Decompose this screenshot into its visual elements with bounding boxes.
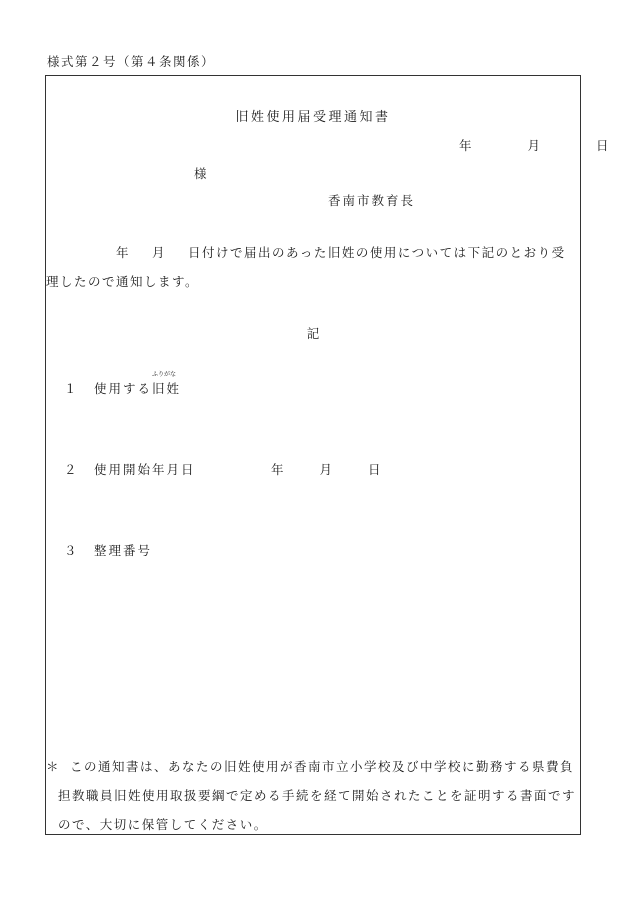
item-reference-number [64,541,152,559]
item-old-surname [64,371,182,397]
issue-date-month: 月 [527,138,541,153]
footnote-mark: ＊ [46,759,61,774]
issue-date-day: 日 [596,138,609,153]
furigana-ruby: ふりがな [152,371,177,378]
body-year: 年 [116,245,131,260]
ki-heading: 記 [306,326,320,341]
footnote-line2: 担教職員旧姓使用取扱要綱で定める手続を経て開始されたことを証明する書面です [58,788,577,803]
start-date-day: 日 [368,462,381,477]
notice-body [46,238,582,296]
item-label-ruby-base: 旧姓 [152,381,182,396]
start-date-month: 月 [319,462,333,477]
document-title: 旧姓使用届受理通知書 [235,110,391,125]
form-number: 様式第２号（第４条関係） [47,54,216,69]
body-line1: 日付けで届出のあった旧姓の使用については下記のとおり受 [188,245,566,260]
item-label: 整理番号 [93,543,152,558]
addressee-suffix: 様 [194,166,207,181]
item-label: 使用する [93,381,152,396]
item-start-date [64,460,196,478]
item-number: ３ [64,543,79,558]
item-start-date-value [271,460,381,478]
item-number: １ [64,381,79,396]
footnote-line1: この通知書は、あなたの旧姓使用が香南市立小学校及び中学校に勤務する県費負 [70,759,575,774]
body-line2: 理したので通知します。 [46,274,200,289]
issuer-name: 香南市教育長 [328,193,416,208]
body-month: 月 [152,245,167,260]
issue-date-year: 年 [459,138,472,153]
notice-frame [45,75,609,835]
footnote-line3: ので、大切に保管してください。 [58,817,268,832]
item-number: ２ [64,462,79,477]
item-label: 使用開始年月日 [93,462,196,477]
footnote [46,752,582,839]
issue-date [459,136,609,154]
start-date-year: 年 [271,462,284,477]
